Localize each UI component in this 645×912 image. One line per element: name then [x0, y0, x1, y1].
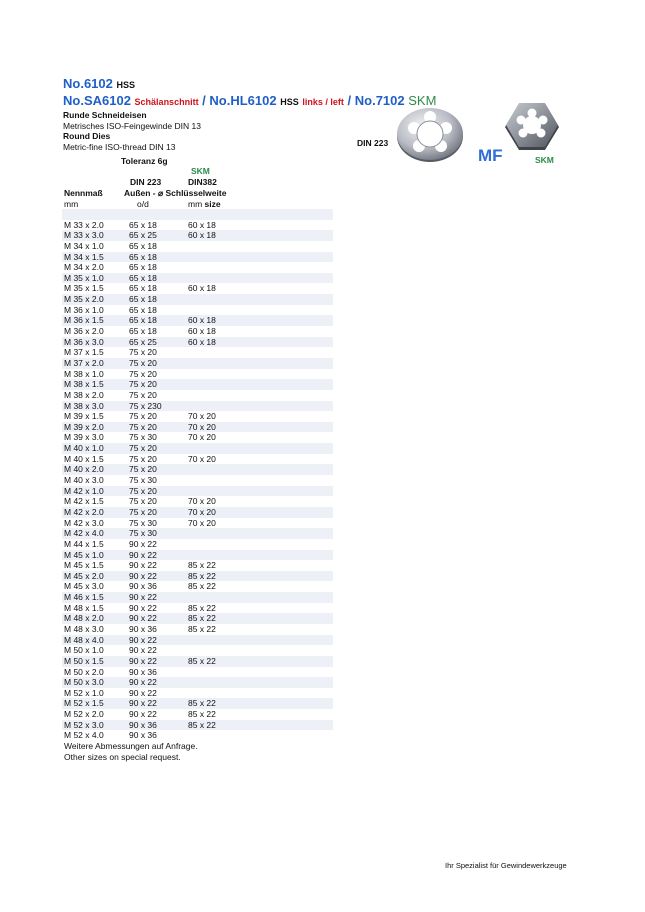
cell-size: M 50 x 3.0	[64, 677, 104, 688]
cell-size: M 52 x 1.5	[64, 698, 104, 709]
cell-od: 90 x 22	[129, 677, 157, 688]
table-row	[62, 294, 333, 305]
cell-size: M 40 x 2.0	[64, 464, 104, 475]
cell-size: M 37 x 1.5	[64, 347, 104, 358]
product-number-6102: No.6102	[63, 76, 113, 91]
cell-od: 90 x 22	[129, 570, 157, 581]
table-row	[62, 709, 333, 720]
cell-skm: 70 x 20	[188, 411, 216, 422]
cell-od: 90 x 22	[129, 698, 157, 709]
cell-od: 75 x 30	[129, 517, 157, 528]
table-row	[62, 464, 333, 475]
table-row	[62, 645, 333, 656]
cell-size: M 42 x 4.0	[64, 528, 104, 539]
table-row	[62, 539, 333, 550]
cell-size: M 46 x 1.5	[64, 592, 104, 603]
cell-od: 75 x 20	[129, 379, 157, 390]
mf-badge: MF	[478, 146, 503, 165]
table-row	[62, 209, 333, 220]
cell-od: 75 x 20	[129, 464, 157, 475]
footer-tagline: Ihr Spezialist für Gewindewerkzeuge	[445, 861, 567, 870]
round-die-icon	[394, 104, 466, 164]
col-din382-header: DIN382	[188, 177, 217, 187]
cell-od: 90 x 36	[129, 666, 157, 677]
table-row	[62, 592, 333, 603]
cell-size: M 48 x 2.0	[64, 613, 104, 624]
cell-size: M 52 x 4.0	[64, 730, 104, 741]
cell-od: 90 x 22	[129, 602, 157, 613]
cell-size: M 45 x 1.5	[64, 560, 104, 571]
cell-skm: 85 x 22	[188, 709, 216, 720]
table-row	[62, 443, 333, 454]
cell-skm: 60 x 18	[188, 326, 216, 337]
cell-skm: 85 x 22	[188, 602, 216, 613]
col-din223-header: DIN 223	[130, 177, 162, 187]
cell-skm: 60 x 18	[188, 219, 216, 230]
cell-skm: 70 x 20	[188, 517, 216, 528]
table-row	[62, 379, 333, 390]
cell-size: M 50 x 1.0	[64, 645, 104, 656]
cell-skm: 60 x 18	[188, 283, 216, 294]
table-row	[62, 571, 333, 582]
separator-1: /	[198, 93, 210, 108]
cell-size: M 40 x 1.5	[64, 453, 104, 464]
cell-skm: 85 x 22	[188, 719, 216, 730]
cell-size: M 38 x 1.5	[64, 379, 104, 390]
cell-size: M 48 x 4.0	[64, 634, 104, 645]
cell-skm: 60 x 18	[188, 336, 216, 347]
cell-size: M 38 x 3.0	[64, 400, 104, 411]
cell-od: 75 x 30	[129, 432, 157, 443]
cell-size: M 34 x 2.0	[64, 262, 104, 273]
cell-size: M 39 x 3.0	[64, 432, 104, 443]
table-row	[62, 241, 333, 252]
cell-od: 90 x 22	[129, 538, 157, 549]
cell-size: M 50 x 1.5	[64, 655, 104, 666]
cell-od: 65 x 18	[129, 326, 157, 337]
table-row	[62, 326, 333, 337]
table-row	[62, 507, 333, 518]
cell-od: 90 x 22	[129, 549, 157, 560]
table-row	[62, 273, 333, 284]
cell-od: 65 x 18	[129, 294, 157, 305]
cell-od: 90 x 36	[129, 581, 157, 592]
cell-od: 65 x 25	[129, 336, 157, 347]
cell-skm: 70 x 20	[188, 432, 216, 443]
cell-od: 90 x 22	[129, 560, 157, 571]
table-row	[62, 337, 333, 348]
cell-od: 75 x 20	[129, 453, 157, 464]
cell-od: 65 x 18	[129, 272, 157, 283]
table-row	[62, 528, 333, 539]
cell-od: 65 x 18	[129, 251, 157, 262]
cell-skm: 70 x 20	[188, 506, 216, 517]
table-row	[62, 422, 333, 433]
table-row	[62, 220, 333, 231]
table-row	[62, 581, 333, 592]
cell-od: 65 x 18	[129, 219, 157, 230]
cell-od: 90 x 22	[129, 687, 157, 698]
cell-od: 75 x 20	[129, 496, 157, 507]
cell-size: M 37 x 2.0	[64, 357, 104, 368]
cell-size: M 42 x 3.0	[64, 517, 104, 528]
desc-de-title: Runde Schneideisen	[63, 110, 147, 120]
cell-size: M 44 x 1.5	[64, 538, 104, 549]
table-row	[62, 305, 333, 316]
cell-skm: 70 x 20	[188, 453, 216, 464]
skm-badge: SKM	[535, 155, 554, 165]
cell-size: M 38 x 2.0	[64, 389, 104, 400]
cell-size: M 48 x 3.0	[64, 623, 104, 634]
din223-badge: DIN 223	[357, 138, 389, 148]
cell-od: 75 x 30	[129, 528, 157, 539]
note-en: Other sizes on special request.	[64, 751, 181, 762]
table-row	[62, 613, 333, 624]
cell-size: M 34 x 1.0	[64, 240, 104, 251]
table-row	[62, 730, 333, 741]
tolerance-label: Toleranz 6g	[121, 156, 168, 166]
cell-od: 65 x 18	[129, 315, 157, 326]
table-row	[62, 475, 333, 486]
cell-od: 90 x 22	[129, 592, 157, 603]
table-row	[62, 369, 333, 380]
table-row	[62, 486, 333, 497]
schaelanschnitt-label: Schälanschnitt	[134, 97, 199, 107]
cell-size: M 42 x 1.0	[64, 485, 104, 496]
table-row	[62, 667, 333, 678]
cell-size: M 36 x 2.0	[64, 326, 104, 337]
hss-label: HSS	[116, 80, 136, 90]
cell-size: M 33 x 3.0	[64, 230, 104, 241]
cell-skm: 60 x 18	[188, 230, 216, 241]
cell-od: 65 x 18	[129, 262, 157, 273]
col-mm-unit: mm	[64, 199, 79, 209]
product-number-7102: No.7102	[354, 93, 405, 108]
sizes-table	[62, 209, 333, 762]
table-row	[62, 230, 333, 241]
table-row	[62, 262, 333, 273]
cell-od: 90 x 36	[129, 730, 157, 741]
cell-skm: 85 x 22	[188, 698, 216, 709]
cell-size: M 35 x 2.0	[64, 294, 104, 305]
skm-label: SKM	[408, 93, 437, 108]
cell-od: 65 x 18	[129, 283, 157, 294]
table-row	[62, 656, 333, 667]
hex-die-icon	[503, 102, 561, 152]
table-row	[62, 677, 333, 688]
cell-size: M 45 x 2.0	[64, 570, 104, 581]
cell-od: 75 x 20	[129, 347, 157, 358]
cell-od: 90 x 22	[129, 709, 157, 720]
product-number-sa6102: No.SA6102	[63, 93, 131, 108]
table-row	[62, 720, 333, 731]
cell-od: 90 x 22	[129, 613, 157, 624]
col-aussen-header: Außen - ⌀ Schlüsselweite	[124, 188, 227, 198]
cell-od: 75 x 20	[129, 485, 157, 496]
mm-size-b: size	[204, 199, 221, 209]
cell-size: M 36 x 1.0	[64, 304, 104, 315]
col-skm-header: SKM	[191, 166, 210, 176]
table-row	[62, 698, 333, 709]
cell-size: M 52 x 3.0	[64, 719, 104, 730]
table-row	[62, 390, 333, 401]
cell-skm: 70 x 20	[188, 421, 216, 432]
table-row	[62, 603, 333, 614]
cell-size: M 52 x 2.0	[64, 709, 104, 720]
desc-en-title: Round Dies	[63, 131, 111, 141]
cell-size: M 34 x 1.5	[64, 251, 104, 262]
cell-skm: 70 x 20	[188, 496, 216, 507]
cell-size: M 35 x 1.5	[64, 283, 104, 294]
cell-size: M 50 x 2.0	[64, 666, 104, 677]
cell-size: M 45 x 3.0	[64, 581, 104, 592]
cell-od: 90 x 22	[129, 655, 157, 666]
product-number-hl6102: No.HL6102	[209, 93, 277, 108]
cell-size: M 33 x 2.0	[64, 219, 104, 230]
col-od-unit: o/d	[137, 199, 149, 209]
cell-od: 75 x 20	[129, 421, 157, 432]
table-row	[62, 496, 333, 507]
table-row	[62, 358, 333, 369]
cell-od: 75 x 20	[129, 411, 157, 422]
cell-od: 75 x 20	[129, 443, 157, 454]
table-row	[62, 635, 333, 646]
cell-size: M 39 x 2.0	[64, 421, 104, 432]
cell-size: M 45 x 1.0	[64, 549, 104, 560]
cell-skm: 85 x 22	[188, 613, 216, 624]
cell-size: M 40 x 1.0	[64, 443, 104, 454]
table-row	[62, 252, 333, 263]
cell-od: 65 x 25	[129, 230, 157, 241]
cell-skm: 85 x 22	[188, 623, 216, 634]
col-mm-size-unit	[188, 199, 221, 209]
col-nennmass-header: Nennmaß	[64, 188, 103, 198]
cell-size: M 36 x 3.0	[64, 336, 104, 347]
cell-od: 90 x 22	[129, 645, 157, 656]
table-row	[62, 283, 333, 294]
cell-od: 75 x 30	[129, 475, 157, 486]
cell-od: 90 x 36	[129, 623, 157, 634]
links-left-label: links / left	[302, 97, 344, 107]
cell-size: M 42 x 2.0	[64, 506, 104, 517]
title-line-1	[63, 76, 483, 93]
desc-de: Metrisches ISO-Feingewinde DIN 13	[63, 120, 201, 131]
cell-od: 75 x 20	[129, 389, 157, 400]
cell-od: 75 x 230	[129, 400, 162, 411]
cell-skm: 85 x 22	[188, 560, 216, 571]
cell-skm: 60 x 18	[188, 315, 216, 326]
table-row	[62, 347, 333, 358]
table-row	[62, 315, 333, 326]
cell-od: 90 x 36	[129, 719, 157, 730]
table-row	[62, 624, 333, 635]
cell-skm: 85 x 22	[188, 570, 216, 581]
mm-size-a: mm	[188, 199, 203, 209]
table-row	[62, 518, 333, 529]
cell-size: M 39 x 1.5	[64, 411, 104, 422]
table-row	[62, 688, 333, 699]
table-row	[62, 550, 333, 561]
cell-skm: 85 x 22	[188, 581, 216, 592]
hl-hss-label: HSS	[280, 97, 299, 107]
cell-size: M 38 x 1.0	[64, 368, 104, 379]
table-row	[62, 454, 333, 465]
cell-od: 65 x 18	[129, 304, 157, 315]
cell-od: 90 x 22	[129, 634, 157, 645]
cell-size: M 40 x 3.0	[64, 475, 104, 486]
table-row	[62, 432, 333, 443]
cell-size: M 42 x 1.5	[64, 496, 104, 507]
cell-od: 75 x 20	[129, 506, 157, 517]
cell-skm: 85 x 22	[188, 655, 216, 666]
separator-2: /	[347, 93, 355, 108]
cell-size: M 48 x 1.5	[64, 602, 104, 613]
cell-size: M 35 x 1.0	[64, 272, 104, 283]
cell-od: 75 x 20	[129, 357, 157, 368]
table-row	[62, 560, 333, 571]
table-row	[62, 401, 333, 412]
table-row	[62, 411, 333, 422]
cell-od: 75 x 20	[129, 368, 157, 379]
note-de: Weitere Abmessungen auf Anfrage.	[64, 741, 198, 752]
cell-od: 65 x 18	[129, 240, 157, 251]
desc-en: Metric-fine ISO-thread DIN 13	[63, 141, 176, 152]
cell-size: M 36 x 1.5	[64, 315, 104, 326]
cell-size: M 52 x 1.0	[64, 687, 104, 698]
